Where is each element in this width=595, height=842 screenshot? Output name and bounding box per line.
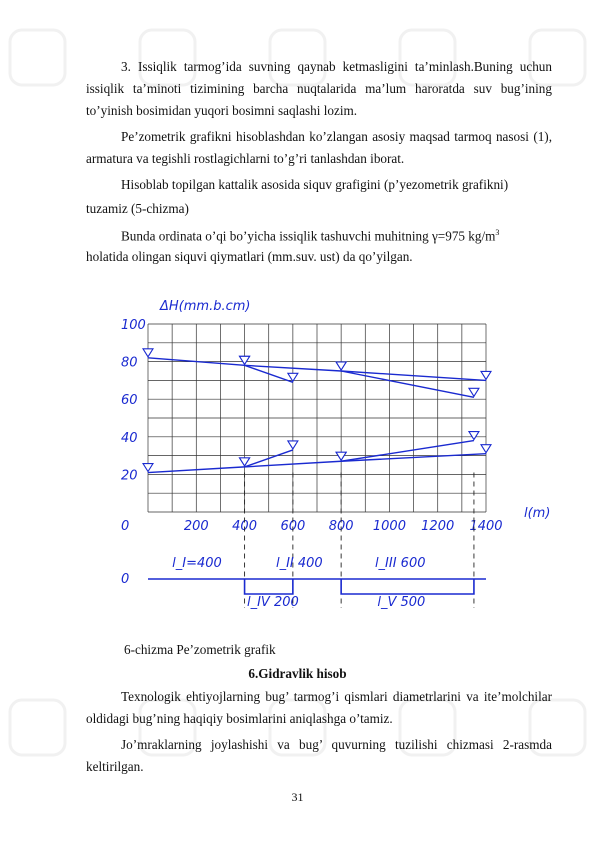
page-number: 31	[291, 790, 304, 804]
series-point-marker	[481, 371, 491, 379]
paragraph-ordinate-line2: holatida olingan siquvi qiymatlari (mm.suv. ust) da qo’yilgan.	[86, 249, 413, 264]
y-tick-labels	[121, 318, 146, 483]
x-tick-label: 800	[328, 519, 354, 534]
x-origin-label: 0	[121, 519, 130, 534]
series-point-marker	[143, 464, 153, 472]
paragraph-piezometric-purpose: Pe’zometrik grafikni hisoblashdan ko’zlangan asosiy maqsad tarmoq nasosi (1), armatura va tegishli rostlagichlarni to’g’ri tanlashdan iborat.	[86, 129, 552, 166]
series-point-marker	[469, 432, 479, 440]
piezometric-chart	[0, 290, 595, 630]
series-point-marker	[240, 458, 250, 466]
paragraph-water-boiling: 3. Issiqlik tarmog’ida suvning qaynab ketmasligini ta’minlash.Buning uchun issiqlik ta’minoti tizimining barcha nuqtalarida ma’lum haroratda suv bug’ining to’yinish bosimidan yuqori bosimni saqlashi lozim.	[86, 59, 552, 118]
series-point-marker	[240, 356, 250, 364]
segment-label-lower: l_IV 200	[246, 595, 299, 610]
x-axis-label: l(m)	[524, 506, 551, 521]
x-tick-label: 1200	[421, 519, 455, 534]
segment-branch-iv	[245, 579, 293, 594]
series-point-marker	[288, 441, 298, 449]
segment-label-lower: l_V 500	[377, 595, 426, 610]
series-point-marker	[336, 362, 346, 370]
y-tick-label: 60	[121, 393, 138, 409]
segment-label-upper: l_II 400	[275, 556, 323, 571]
x-tick-label: 200	[183, 519, 209, 534]
x-tick-label: 400	[232, 519, 257, 534]
paragraph-ordinate-line1	[86, 222, 552, 247]
section-heading: 6.Gidravlik hisob	[248, 666, 347, 681]
figure-caption: 6-chizma Pe’zometrik grafik	[124, 642, 276, 657]
series-point-marker	[481, 445, 491, 453]
segment-baseline-label: 0	[121, 572, 130, 587]
x-tick-label: 600	[280, 519, 306, 534]
paragraph-pressure-graph-line1: Hisoblab topilgan kattalik asosida siquv grafigini (p’yezometrik grafikni)	[121, 177, 509, 192]
chart-grid	[148, 324, 486, 512]
ordinate-text: Bunda ordinata o’qi bo’yicha issiqlik tashuvchi muhitning γ=975 kg/m	[121, 228, 496, 244]
y-tick-label: 80	[121, 355, 138, 371]
y-axis-label: ΔH(mm.b.cm)	[160, 299, 251, 314]
paragraph-pressure-graph-line2: tuzamiz (5-chizma)	[86, 201, 189, 216]
y-tick-label: 40	[121, 430, 138, 446]
x-tick-label: 1400	[469, 519, 503, 534]
segment-label-upper: l_III 600	[374, 556, 426, 571]
y-tick-label: 20	[121, 468, 138, 484]
paragraph-valve-layout: Jo’mraklarning joylashishi va bug’ quvurning tuzilishi chizmasi 2-rasmda keltirilgan.	[86, 737, 552, 774]
series-point-marker	[469, 388, 479, 396]
x-tick-labels	[184, 519, 503, 534]
segment-label-upper: l_I=400	[172, 556, 222, 571]
y-tick-label: 100	[121, 318, 146, 333]
x-tick-label: 1000	[372, 519, 406, 534]
series-point-marker	[336, 452, 346, 460]
segment-branch-v	[341, 579, 474, 594]
series-point-marker	[143, 349, 153, 357]
paragraph-technological-needs: Texnologik ehtiyojlarning bug’ tarmog’i qismlari diametrlarini va ite’molchilar oldidagi bug’ning haqiqiy bosimlarini aniqlashga o’tamiz.	[86, 689, 552, 726]
ordinate-superscript: 3	[495, 228, 500, 237]
